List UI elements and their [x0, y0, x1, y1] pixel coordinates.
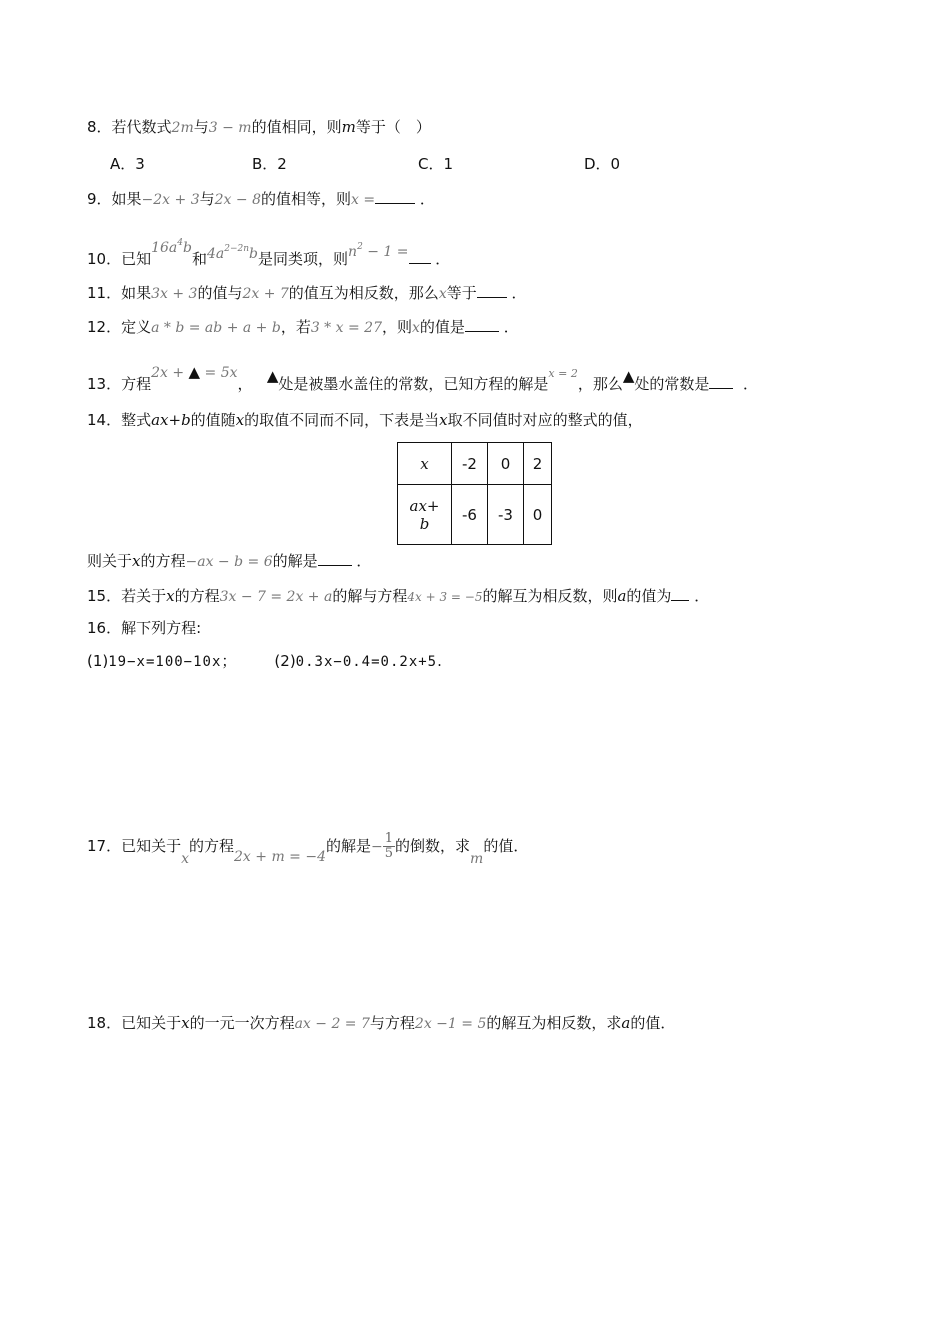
table-cell: -6: [452, 485, 488, 545]
fraction: $\frac{1}{5}$: [384, 831, 394, 861]
table-row: [398, 485, 552, 545]
math-expr: 2m: [171, 120, 194, 136]
triangle-icon: ▲: [188, 363, 201, 381]
table-cell: 0: [488, 443, 524, 485]
answer-blank: [409, 247, 431, 264]
answer-blank: [465, 315, 499, 332]
option-d: D．0: [584, 155, 621, 173]
option-b: B．2: [252, 155, 287, 173]
question-14: 14．整式ax+b的值随x的取值不同而不同，下表是当x取不同值时对应的整式的值，: [87, 411, 643, 429]
value-table: [397, 442, 552, 545]
answer-blank: [318, 549, 352, 566]
question-13: 13．方程2x + ▲ = 5x， ▲处是被墨水盖住的常数，已知方程的解是$^{x = 2}$，那么▲处的常数是 ．: [87, 363, 758, 393]
table-cell: 0: [524, 485, 552, 545]
option-c: C．1: [418, 155, 454, 173]
table-header-x: x: [398, 443, 452, 485]
table-cell: 2: [524, 443, 552, 485]
question-15: 15．若关于x的方程3x − 7 = 2x + a的解与方程4x + 3 = −5的解互为相反数，则a的值为 ．: [87, 584, 709, 607]
question-16-parts: (1)19−x=100−10x； (2)0.3x−0.4=0.2x+5.: [87, 652, 442, 670]
question-17: 17．已知关于x的方程2x + m = −4的解是− $\frac{1}{5}$ 的倒数，求m的值．: [87, 831, 529, 867]
table-row: [398, 443, 552, 485]
answer-blank: [709, 372, 733, 389]
question-18: 18．已知关于x的一元一次方程ax − 2 = 7与方程2x −1 = 5的解互为相反数，求a的值．: [87, 1014, 676, 1032]
question-12: 12．定义a * b = ab + a + b，若3 * x = 27，则x的值是 ．: [87, 315, 519, 338]
question-9: 9．如果−2x + 3与2x − 8的值相等，则x = ．: [87, 187, 435, 210]
triangle-icon: ▲: [622, 367, 635, 385]
answer-blank: [671, 584, 689, 601]
question-16: 16．解下列方程:: [87, 619, 202, 637]
question-10: 10．已知$16a^4b$和$4a^{2-2n}b$是同类项，则$n^2 - 1$ = ．: [87, 238, 451, 268]
table-cell: -3: [488, 485, 524, 545]
triangle-icon: ▲: [266, 367, 279, 385]
table-header-expr: ax+ b: [398, 485, 452, 545]
option-a: A．3: [110, 155, 145, 173]
answer-blank: [375, 187, 415, 204]
answer-blank: [477, 281, 507, 298]
math-expr: 3 − m: [208, 120, 252, 136]
question-14-ask: 则关于x的方程−ax − b = 6的解是 ．: [87, 549, 371, 572]
question-8: 8．若代数式2m与3 − m的值相同，则m等于（ ）: [87, 118, 431, 136]
table-cell: -2: [452, 443, 488, 485]
question-11: 11．如果3x + 3的值与2x + 7的值互为相反数，那么x等于 ．: [87, 281, 527, 304]
